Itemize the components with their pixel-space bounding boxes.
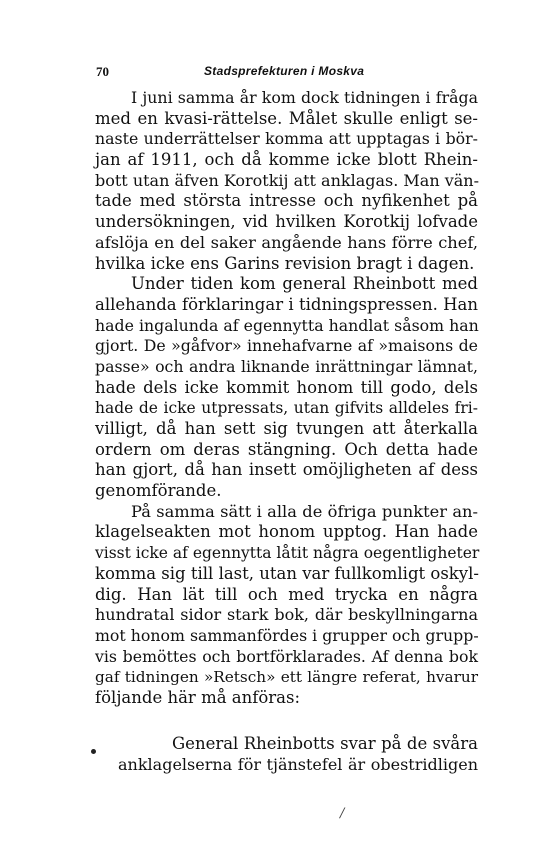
- text-line: hade dels icke kommit honom till godo, dels: [95, 377, 478, 397]
- text-line: följande här må anföras:: [95, 687, 301, 707]
- text-line: naste underrättelser komma att upptagas i bör-: [95, 129, 478, 149]
- text-line: allehanda förklaringar i tidningspressen. Han: [95, 294, 478, 314]
- text-line: hundratal sidor stark bok, där beskyllningarna: [95, 605, 478, 625]
- text-line: Under tiden kom general Rheinbott med: [131, 274, 478, 294]
- text-line: mot honom sammanfördes i grupper och grupp-: [95, 625, 479, 645]
- text-line: ordern om deras stängning. Och detta hade: [95, 439, 478, 459]
- text-line: gaf tidningen »Retsch» ett längre referat, hvarur: [95, 668, 478, 687]
- block-quote: [118, 734, 478, 775]
- text-line: visst icke af egennytta låtit några oegentligheter: [95, 544, 480, 563]
- text-line: genomförande.: [95, 481, 222, 501]
- running-head: Stadsprefekturen i Moskva: [204, 64, 365, 78]
- text-line: med en kvasi-rättelse. Målet skulle enligt se-: [95, 108, 478, 128]
- page-header: [96, 64, 476, 84]
- bullet-mark: [91, 749, 96, 754]
- text-line: På samma sätt i alla de öfriga punkter an-: [131, 501, 478, 521]
- text-line: afslöja en del saker angående hans förre chef,: [95, 232, 478, 252]
- text-line: passe» och andra liknande inrättningar lämnat,: [95, 356, 478, 376]
- text-line: bott utan äfven Korotkij att anklagas. Man vän-: [95, 170, 480, 190]
- text-line: undersökningen, vid hvilken Korotkij lofvade: [95, 212, 478, 232]
- text-line: jan af 1911, och då komme icke blott Rhein-: [95, 150, 478, 170]
- text-line: tade med största intresse och nyfikenhet på: [95, 191, 478, 211]
- text-line: villigt, då han sett sig tvungen att återkalla: [95, 419, 478, 438]
- text-line: I juni samma år kom dock tidningen i fråga: [131, 88, 478, 107]
- body-text: [95, 88, 478, 709]
- text-line: hvilka icke ens Garins revision bragt i dagen.: [95, 253, 475, 273]
- quote-line: General Rheinbotts svar på de svåra: [172, 734, 478, 753]
- quote-line: anklagelserna för tjänstefel är obestridligen: [118, 754, 478, 774]
- text-line: hade ingalunda af egennytta handlat såsom han: [95, 315, 479, 335]
- text-line: hade de icke utpressats, utan gifvits alldeles fri-: [95, 399, 478, 418]
- text-line: komma sig till last, utan var fullkomligt oskyl-: [95, 563, 479, 583]
- text-line: klagelseakten mot honom upptog. Han hade: [95, 522, 478, 542]
- text-line: dig. Han lät till och med trycka en några: [95, 584, 478, 604]
- page-number: 70: [96, 64, 109, 79]
- text-line: vis bemöttes och bortförklarades. Af denna bok: [95, 646, 478, 666]
- text-line: gjort. De »gåfvor» innehafvarne af »maisons de: [95, 336, 478, 356]
- text-line: han gjort, då han insett omöjligheten af dess: [95, 460, 478, 480]
- stray-mark: /: [340, 806, 345, 821]
